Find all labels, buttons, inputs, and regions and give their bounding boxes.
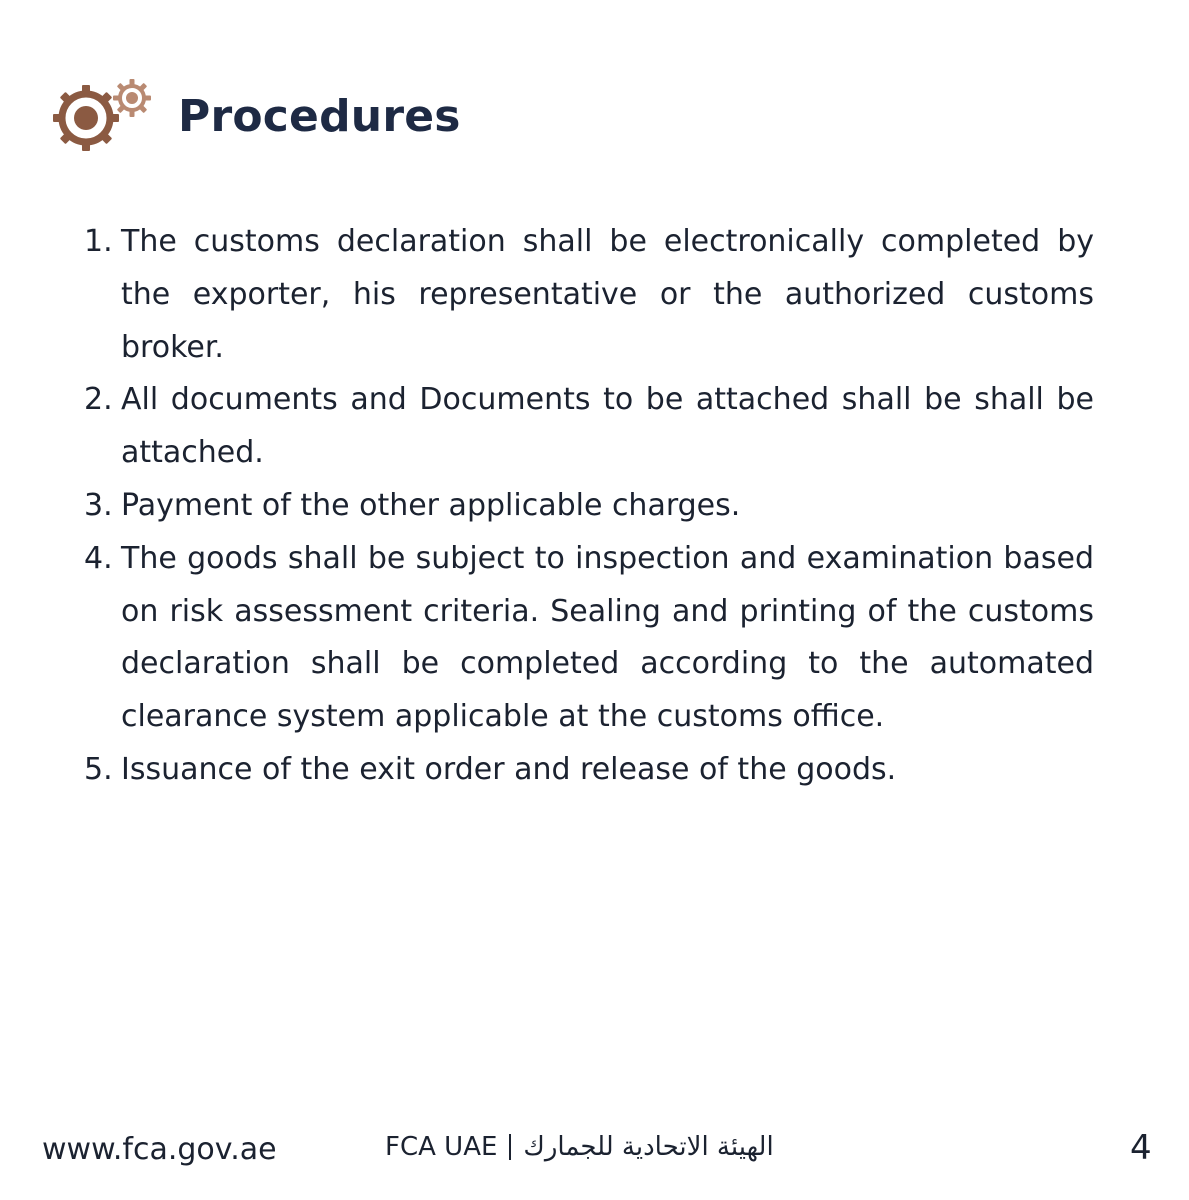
list-item (84, 533, 1094, 744)
item-number: 4. (84, 540, 113, 576)
item-number: 2. (84, 382, 113, 418)
list-item (84, 374, 1094, 480)
page-number: 4 (1130, 1128, 1152, 1168)
gears-icon (48, 74, 160, 158)
page-title: Procedures (178, 90, 461, 142)
footer-org (385, 1132, 774, 1162)
list-item (84, 480, 1094, 533)
list-item (84, 216, 1094, 374)
list-item (84, 744, 1094, 797)
footer-website-link[interactable]: www.fca.gov.ae (42, 1132, 277, 1167)
item-text: Issuance of the exit order and release of the goods. (121, 751, 897, 787)
item-text: All documents and Documents to be attached shall be shall be attached. (121, 382, 1094, 471)
item-text: The goods shall be subject to inspection and examination based on risk assessment criteria. Sealing and printing of the customs declaration shall be completed according to the automated clearance system applicable at the customs office. (121, 540, 1094, 735)
item-number: 5. (84, 751, 113, 787)
item-text: The customs declaration shall be electronically completed by the exporter, his representative or the authorized customs broker. (121, 224, 1094, 365)
procedures-list (84, 216, 1094, 797)
page-header (48, 74, 461, 158)
footer-org-en: FCA UAE (385, 1132, 498, 1162)
item-text: Payment of the other applicable charges. (121, 487, 741, 523)
item-number: 1. (84, 224, 113, 259)
footer-divider (509, 1134, 511, 1160)
footer-org-ar: الهيئة الاتحادية للجمارك (523, 1132, 774, 1162)
item-number: 3. (84, 487, 113, 523)
